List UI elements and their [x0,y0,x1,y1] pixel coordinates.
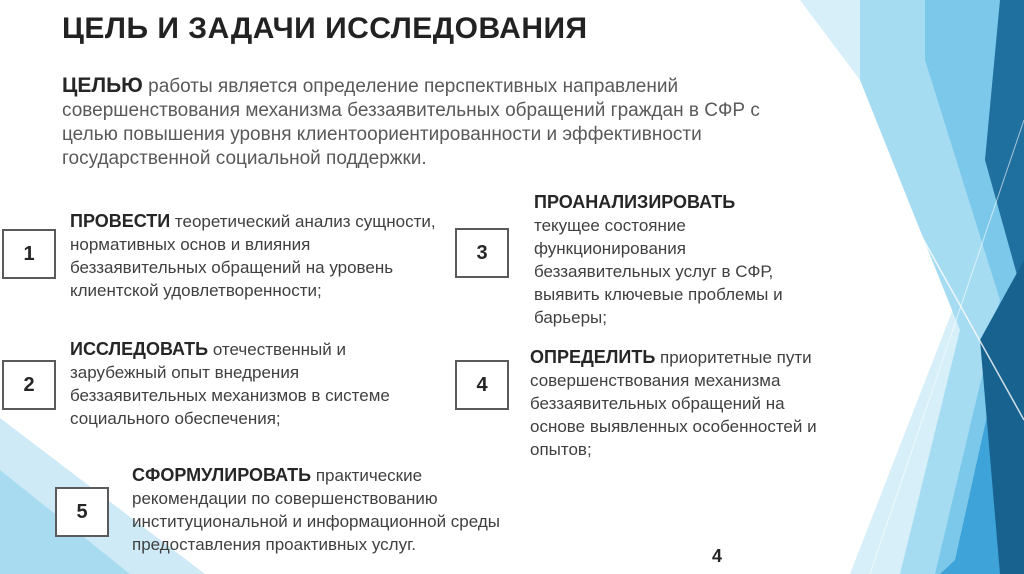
task-number-box-2 [2,360,56,410]
page-number: 4 [712,546,723,566]
task-text: приоритетные пути совершенствования механизма беззаявительных обращений на основе выявленных особенностей и опытов; [530,348,817,459]
slide-title: ЦЕЛЬ И ЗАДАЧИ ИССЛЕДОВАНИЯ [62,12,588,45]
task-number: 3 [476,241,488,264]
task-keyword: ПРОВЕСТИ [70,211,171,231]
task-number-box-3 [455,228,509,278]
task-text: текущее состояние функционирования беззаявительных услуг в СФР, выявить ключевые проблемы и барьеры; [534,216,783,327]
goal-keyword: ЦЕЛЬЮ [62,74,143,97]
task-item-2 [70,338,415,430]
task-text: отечественный и зарубежный опыт внедрения беззаявительных механизмов в системе социального обеспечения; [70,340,390,428]
task-number: 1 [23,242,35,265]
task-number: 5 [76,500,88,523]
task-item-4 [530,346,820,461]
task-item-1 [70,210,450,302]
task-item-5 [132,464,502,556]
task-keyword: ИССЛЕДОВАТЬ [70,339,209,359]
goal-paragraph [62,74,782,171]
task-number-box-4 [455,360,509,410]
task-text: теоретический анализ сущности, нормативных основ и влияния беззаявительных обращений на уровень клиентской удовлетворенности; [70,212,436,300]
task-keyword: ПРОАНАЛИЗИРОВАТЬ [534,192,736,212]
task-keyword: СФОРМУЛИРОВАТЬ [132,465,312,485]
task-number: 4 [476,373,488,396]
task-number-box-1 [2,229,56,279]
task-keyword: ОПРЕДЕЛИТЬ [530,347,656,367]
task-number-box-5 [55,487,109,537]
task-text: практические рекомендации по совершенствованию институциональной и информационной среды предоставления проактивных услуг. [132,466,500,554]
goal-text: работы является определение перспективных направлений совершенствования механизма беззаявительных обращений граждан в СФР с целью повышения уровня клиентоориентированности и эффективности государственной социальной поддержки. [62,76,760,169]
task-item-3 [534,191,824,329]
task-number: 2 [23,373,35,396]
